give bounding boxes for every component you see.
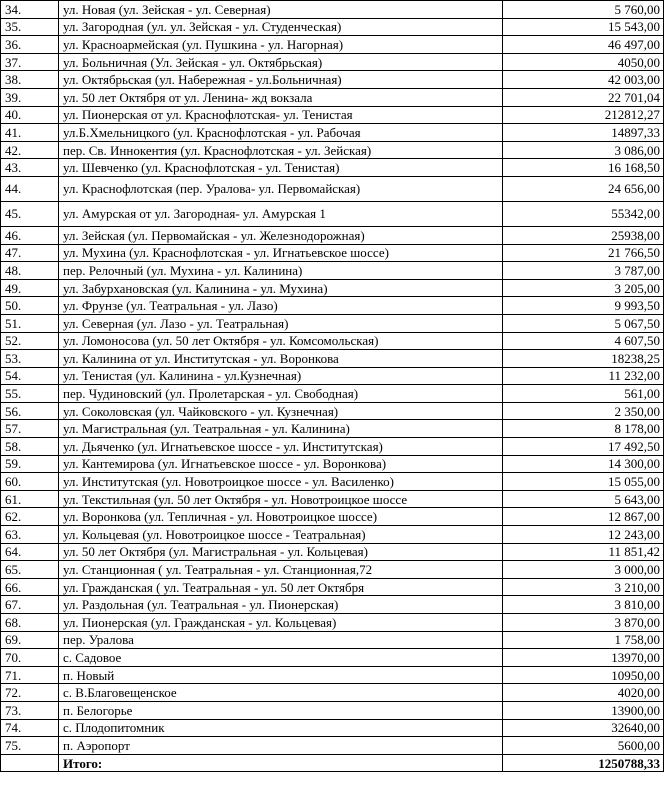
street-name: ул. Ломоносова (ул. 50 лет Октября - ул. Комсомольская) xyxy=(59,332,503,350)
amount-value: 3 086,00 xyxy=(503,141,664,159)
amount-value: 24 656,00 xyxy=(503,176,664,201)
table-row xyxy=(1,88,664,106)
row-number: 41. xyxy=(1,124,59,142)
table-row xyxy=(1,596,664,614)
row-number: 65. xyxy=(1,561,59,579)
table-row xyxy=(1,350,664,368)
table-row xyxy=(1,279,664,297)
amount-value: 14 300,00 xyxy=(503,455,664,473)
street-name: ул. Забурхановская (ул. Калинина - ул. Мухина) xyxy=(59,279,503,297)
street-name: ул. Пионерская (ул. Гражданская - ул. Кольцевая) xyxy=(59,614,503,632)
amount-value: 25938,00 xyxy=(503,226,664,244)
amount-value: 15 543,00 xyxy=(503,18,664,36)
street-name: с. Плодопитомник xyxy=(59,719,503,737)
total-row xyxy=(1,754,664,772)
row-number: 43. xyxy=(1,159,59,177)
row-number: 40. xyxy=(1,106,59,124)
row-number: 62. xyxy=(1,508,59,526)
row-number: 42. xyxy=(1,141,59,159)
row-number: 57. xyxy=(1,420,59,438)
table-row xyxy=(1,201,664,226)
amount-value: 4020,00 xyxy=(503,684,664,702)
street-name: ул. Пионерская от ул. Краснофлотская- ул. Тенистая xyxy=(59,106,503,124)
street-name: ул. Кантемирова (ул. Игнатьевское шоссе - ул. Воронкова) xyxy=(59,455,503,473)
table-row xyxy=(1,561,664,579)
row-number: 35. xyxy=(1,18,59,36)
table-row xyxy=(1,176,664,201)
amount-value: 3 210,00 xyxy=(503,578,664,596)
amount-value: 55342,00 xyxy=(503,201,664,226)
row-number: 68. xyxy=(1,614,59,632)
table-row xyxy=(1,473,664,491)
total-number-cell xyxy=(1,754,59,772)
amount-value: 12 243,00 xyxy=(503,526,664,544)
street-name: ул. Магистральная (ул. Театральная - ул. Калинина) xyxy=(59,420,503,438)
row-number: 38. xyxy=(1,71,59,89)
amount-value: 14897,33 xyxy=(503,124,664,142)
table-row xyxy=(1,438,664,456)
table-row xyxy=(1,649,664,667)
street-name: ул. Воронкова (ул. Тепличная - ул. Новотроицкое шоссе) xyxy=(59,508,503,526)
row-number: 67. xyxy=(1,596,59,614)
amount-value: 2 350,00 xyxy=(503,402,664,420)
street-name: пер. Уралова xyxy=(59,631,503,649)
row-number: 48. xyxy=(1,262,59,280)
row-number: 36. xyxy=(1,36,59,54)
total-label: Итого: xyxy=(59,754,503,772)
street-name: ул. Фрунзе (ул. Театральная - ул. Лазо) xyxy=(59,297,503,315)
street-name: ул. Институтская (ул. Новотроицкое шоссе - ул. Василенко) xyxy=(59,473,503,491)
amount-value: 3 870,00 xyxy=(503,614,664,632)
table-row xyxy=(1,490,664,508)
row-number: 49. xyxy=(1,279,59,297)
row-number: 66. xyxy=(1,578,59,596)
table-row xyxy=(1,106,664,124)
table-row xyxy=(1,578,664,596)
street-name: п. Новый xyxy=(59,666,503,684)
amount-value: 12 867,00 xyxy=(503,508,664,526)
street-name: ул. Станционная ( ул. Театральная - ул. Станционная,72 xyxy=(59,561,503,579)
street-name: ул. Северная (ул. Лазо - ул. Театральная) xyxy=(59,314,503,332)
table-row xyxy=(1,701,664,719)
table-row xyxy=(1,420,664,438)
row-number: 47. xyxy=(1,244,59,262)
street-name: пер. Релочный (ул. Мухина - ул. Калинина) xyxy=(59,262,503,280)
table-row xyxy=(1,508,664,526)
table-row xyxy=(1,385,664,403)
row-number: 45. xyxy=(1,201,59,226)
amount-value: 561,00 xyxy=(503,385,664,403)
street-name: ул. Калинина от ул. Институтская - ул. Воронкова xyxy=(59,350,503,368)
row-number: 74. xyxy=(1,719,59,737)
row-number: 71. xyxy=(1,666,59,684)
table-row xyxy=(1,455,664,473)
row-number: 44. xyxy=(1,176,59,201)
row-number: 46. xyxy=(1,226,59,244)
amount-value: 3 000,00 xyxy=(503,561,664,579)
street-name: ул. Кольцевая (ул. Новотроицкое шоссе - Театральная) xyxy=(59,526,503,544)
street-name: ул. Текстильная (ул. 50 лет Октября - ул. Новотроицкое шоссе xyxy=(59,490,503,508)
street-name: п. Белогорье xyxy=(59,701,503,719)
street-name: ул. Амурская от ул. Загородная- ул. Амурская 1 xyxy=(59,201,503,226)
row-number: 34. xyxy=(1,1,59,19)
street-name: ул. Загородная (ул. ул. Зейская - ул. Студенческая) xyxy=(59,18,503,36)
street-name: ул. Тенистая (ул. Калинина - ул.Кузнечная) xyxy=(59,367,503,385)
amount-value: 212812,27 xyxy=(503,106,664,124)
street-name: ул. Красноармейская (ул. Пушкина - ул. Нагорная) xyxy=(59,36,503,54)
table-row xyxy=(1,244,664,262)
amount-value: 18238,25 xyxy=(503,350,664,368)
row-number: 70. xyxy=(1,649,59,667)
street-name: ул. Октябрьская (ул. Набережная - ул.Больничная) xyxy=(59,71,503,89)
amount-value: 42 003,00 xyxy=(503,71,664,89)
table-body xyxy=(1,1,664,755)
amount-value: 5 760,00 xyxy=(503,1,664,19)
amount-value: 46 497,00 xyxy=(503,36,664,54)
row-number: 50. xyxy=(1,297,59,315)
table-row xyxy=(1,226,664,244)
table-row xyxy=(1,124,664,142)
table-row xyxy=(1,314,664,332)
table-row xyxy=(1,402,664,420)
row-number: 72. xyxy=(1,684,59,702)
amount-value: 4 607,50 xyxy=(503,332,664,350)
amount-value: 9 993,50 xyxy=(503,297,664,315)
street-name: ул. Зейская (ул. Первомайская - ул. Железнодорожная) xyxy=(59,226,503,244)
table-row xyxy=(1,543,664,561)
table-row xyxy=(1,666,664,684)
street-name: п. Аэропорт xyxy=(59,737,503,755)
row-number: 61. xyxy=(1,490,59,508)
street-name: ул. Соколовская (ул. Чайковского - ул. Кузнечная) xyxy=(59,402,503,420)
table-row xyxy=(1,614,664,632)
row-number: 58. xyxy=(1,438,59,456)
table-row xyxy=(1,526,664,544)
table-row xyxy=(1,719,664,737)
table-row xyxy=(1,36,664,54)
amount-value: 3 810,00 xyxy=(503,596,664,614)
table-row xyxy=(1,262,664,280)
row-number: 60. xyxy=(1,473,59,491)
row-number: 64. xyxy=(1,543,59,561)
row-number: 55. xyxy=(1,385,59,403)
street-name: ул. Гражданская ( ул. Театральная - ул. 50 лет Октября xyxy=(59,578,503,596)
table-row xyxy=(1,367,664,385)
row-number: 39. xyxy=(1,88,59,106)
amount-value: 16 168,50 xyxy=(503,159,664,177)
street-name: ул. Раздольная (ул. Театральная - ул. Пионерская) xyxy=(59,596,503,614)
row-number: 56. xyxy=(1,402,59,420)
amount-value: 3 205,00 xyxy=(503,279,664,297)
row-number: 73. xyxy=(1,701,59,719)
street-name: ул. Мухина (ул. Краснофлотская - ул. Игнатьевское шоссе) xyxy=(59,244,503,262)
amount-value: 5600,00 xyxy=(503,737,664,755)
amount-value: 13970,00 xyxy=(503,649,664,667)
amount-value: 13900,00 xyxy=(503,701,664,719)
street-name: ул. Дьяченко (ул. Игнатьевское шоссе - ул. Институтская) xyxy=(59,438,503,456)
row-number: 75. xyxy=(1,737,59,755)
street-name: с. Садовое xyxy=(59,649,503,667)
table-row xyxy=(1,737,664,755)
table-row xyxy=(1,71,664,89)
row-number: 52. xyxy=(1,332,59,350)
row-number: 51. xyxy=(1,314,59,332)
table-row xyxy=(1,159,664,177)
row-number: 69. xyxy=(1,631,59,649)
table-row xyxy=(1,18,664,36)
street-name: с. В.Благовещенское xyxy=(59,684,503,702)
amount-value: 8 178,00 xyxy=(503,420,664,438)
street-name: пер. Св. Иннокентия (ул. Краснофлотская - ул. Зейская) xyxy=(59,141,503,159)
street-name: пер. Чудиновский (ул. Пролетарская - ул. Свободная) xyxy=(59,385,503,403)
street-name: ул. 50 лет Октября (ул. Магистральная - ул. Кольцевая) xyxy=(59,543,503,561)
row-number: 63. xyxy=(1,526,59,544)
street-name: ул.Б.Хмельницкого (ул. Краснофлотская - ул. Рабочая xyxy=(59,124,503,142)
amount-value: 21 766,50 xyxy=(503,244,664,262)
amount-value: 17 492,50 xyxy=(503,438,664,456)
table-row xyxy=(1,332,664,350)
amount-value: 32640,00 xyxy=(503,719,664,737)
street-name: ул. Новая (ул. Зейская - ул. Северная) xyxy=(59,1,503,19)
table-row xyxy=(1,141,664,159)
amount-value: 5 643,00 xyxy=(503,490,664,508)
street-name: ул. 50 лет Октября от ул. Ленина- жд вокзала xyxy=(59,88,503,106)
amount-value: 10950,00 xyxy=(503,666,664,684)
street-name: ул. Краснофлотская (пер. Уралова- ул. Первомайская) xyxy=(59,176,503,201)
street-name: ул. Шевченко (ул. Краснофлотская - ул. Тенистая) xyxy=(59,159,503,177)
amount-value: 5 067,50 xyxy=(503,314,664,332)
amount-value: 3 787,00 xyxy=(503,262,664,280)
row-number: 59. xyxy=(1,455,59,473)
amount-value: 1 758,00 xyxy=(503,631,664,649)
table-row xyxy=(1,631,664,649)
street-name: ул. Больничная (Ул. Зейская - ул. Октябрьская) xyxy=(59,53,503,71)
row-number: 37. xyxy=(1,53,59,71)
row-number: 53. xyxy=(1,350,59,368)
amount-value: 11 851,42 xyxy=(503,543,664,561)
table-row xyxy=(1,53,664,71)
amount-value: 11 232,00 xyxy=(503,367,664,385)
row-number: 54. xyxy=(1,367,59,385)
total-value: 1250788,33 xyxy=(503,754,664,772)
amount-value: 22 701,04 xyxy=(503,88,664,106)
amount-value: 15 055,00 xyxy=(503,473,664,491)
table-row xyxy=(1,297,664,315)
table-row xyxy=(1,684,664,702)
amount-value: 4050,00 xyxy=(503,53,664,71)
table-row xyxy=(1,1,664,19)
